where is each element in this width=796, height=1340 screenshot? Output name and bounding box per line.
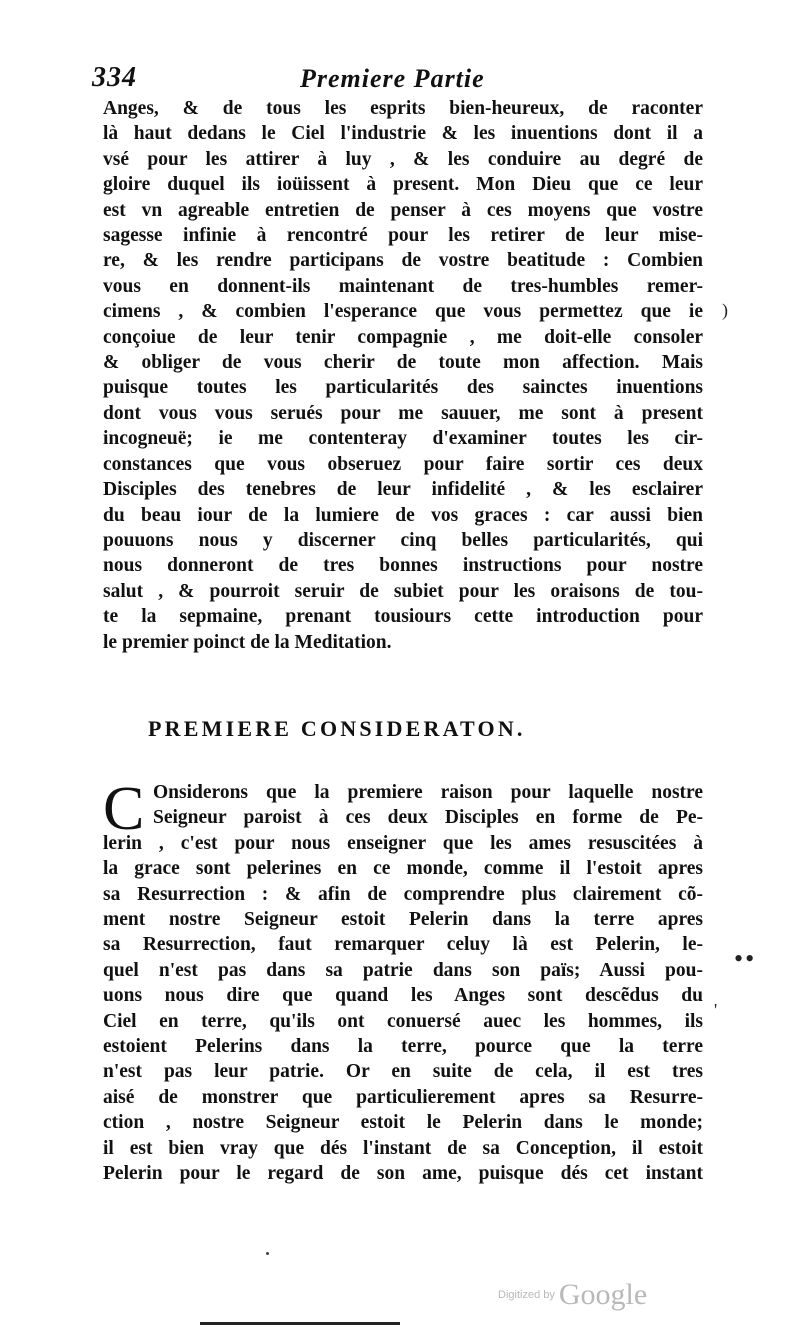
text-line: sagesse infinie à rencontré pour les retirer de leur mise- xyxy=(103,225,703,247)
margin-mark: •• xyxy=(734,944,757,973)
watermark-prefix: Digitized by xyxy=(498,1289,555,1301)
text-line: estoient Pelerins dans la terre, pource que la terre xyxy=(103,1036,703,1058)
watermark-brand: Google xyxy=(558,1278,648,1311)
text-line: du beau iour de la lumiere de vos graces : car aussi bien xyxy=(103,504,703,526)
text-line: lerin , c'est pour nous enseigner que les ames resuscitées à xyxy=(103,832,703,854)
text-line: vsé pour les attirer à luy , & les conduire au degré de xyxy=(103,148,703,170)
text-line: la grace sont pelerines en ce monde, comme il l'estoit apres xyxy=(103,858,703,880)
ink-speck xyxy=(266,1252,269,1255)
text-line: & obliger de vous cherir de toute mon affection. Mais xyxy=(103,352,703,374)
header-title: Premiere Partie xyxy=(300,64,485,93)
text-line: Disciples des tenebres de leur infidelité , & les esclairer xyxy=(103,479,703,501)
text-line: vous en donnent-ils maintenant de tres-humbles remer- xyxy=(103,275,703,297)
paragraph-2 xyxy=(103,775,703,1187)
text-line: nous donneront de tres bonnes instructions pour nostre xyxy=(103,555,703,577)
text-line: n'est pas leur patrie. Or en suite de cela, il est tres xyxy=(103,1061,703,1083)
text-line: conçoiue de leur tenir compagnie , me doit-elle consoler xyxy=(103,326,703,348)
text-line: salut , & pourroit seruir de subiet pour les oraisons de tou- xyxy=(103,580,703,602)
page-number: 334 xyxy=(92,62,137,93)
text-line: Pelerin pour le regard de son ame, puisque dés cet instant xyxy=(103,1163,703,1185)
text-line: incogneuë; ie me contenteray d'examiner toutes les cir- xyxy=(103,428,703,450)
text-line: pouuons nous y discerner cinq belles particularités, qui xyxy=(103,529,703,551)
digitized-watermark xyxy=(498,1278,647,1312)
text-line: là haut dedans le Ciel l'industrie & les inuentions dont il a xyxy=(103,123,703,145)
text-line: ment nostre Seigneur estoit Pelerin dans la terre apres xyxy=(103,909,703,931)
text-line: sa Resurrection : & afin de comprendre plus clairement cõ- xyxy=(103,883,703,905)
text-line: Ciel en terre, qu'ils ont conuersé auec les hommes, ils xyxy=(103,1010,703,1032)
paragraph-1 xyxy=(103,96,703,655)
text-line: dont vous vous serués pour me sauuer, me sont à present xyxy=(103,402,703,424)
text-line: Anges, & de tous les esprits bien-heureux, de raconter xyxy=(103,98,703,119)
text-line: gloire duquel ils ioüissent à present. Mon Dieu que ce leur xyxy=(103,174,703,196)
text-line: aisé de monstrer que particulierement apres sa Resurre- xyxy=(103,1086,703,1108)
text-line: puisque toutes les particularités des sainctes inuentions xyxy=(103,377,703,399)
margin-mark: ) xyxy=(722,300,728,320)
section-heading: PREMIERE CONSIDERATON. xyxy=(148,716,526,741)
text-line: quel n'est pas dans sa patrie dans son païs; Aussi pou- xyxy=(103,959,703,981)
text-line: re, & les rendre participans de vostre beatitude : Combien xyxy=(103,250,703,272)
text-line: cimens , & combien l'esperance que vous permettez que ie xyxy=(103,301,703,323)
text-line: il est bien vray que dés l'instant de sa Conception, il estoit xyxy=(103,1137,703,1159)
text-line: ction , nostre Seigneur estoit le Pelerin dans le monde; xyxy=(103,1112,703,1134)
margin-mark: ' xyxy=(714,1000,718,1020)
bottom-rule xyxy=(200,1322,400,1325)
text-line: te la sepmaine, prenant tousiours cette introduction pour xyxy=(103,606,703,628)
text-line: constances que vous obseruez pour faire sortir ces deux xyxy=(103,453,703,475)
text-line: Onsiderons que la premiere raison pour laquelle nostre xyxy=(153,782,703,803)
text-line: uons nous dire que quand les Anges sont descẽdus du xyxy=(103,985,703,1007)
text-line: Seigneur paroist à ces deux Disciples en forme de Pe- xyxy=(153,807,703,829)
drop-cap: C xyxy=(103,775,145,843)
text-line: est vn agreable entretien de penser à ces moyens que vostre xyxy=(103,199,703,221)
text-line: le premier poinct de la Meditation. xyxy=(103,631,392,653)
text-line: sa Resurrection, faut remarquer celuy là est Pelerin, le- xyxy=(103,934,703,956)
